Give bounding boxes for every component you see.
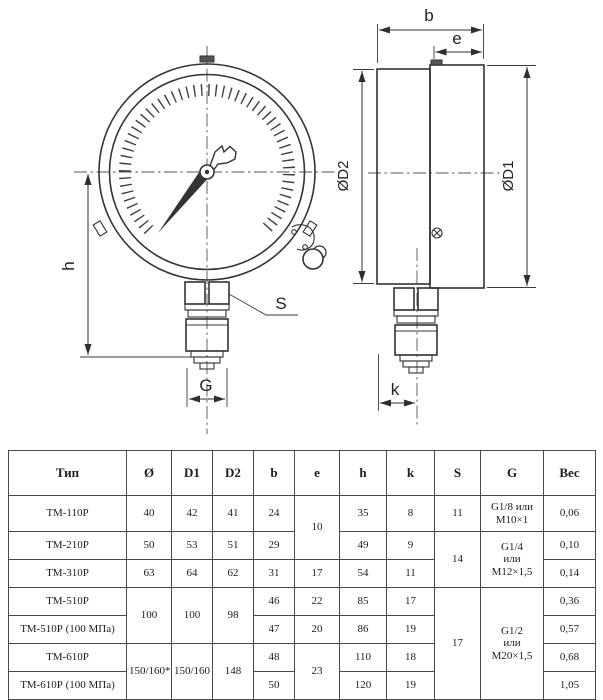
table-cell: 49: [340, 532, 387, 560]
table-cell: 0,14: [544, 560, 596, 588]
table-cell: [481, 588, 544, 700]
table-cell: 150/160*: [127, 644, 172, 700]
table-cell: 19: [387, 616, 435, 644]
lower-band: [400, 355, 432, 361]
table-cell: ТМ-310Р: [9, 560, 127, 588]
table-cell: 17: [387, 588, 435, 616]
s-label: S: [275, 294, 287, 313]
col-header-diameter: Ø: [127, 451, 172, 496]
table-cell: 100: [127, 588, 172, 644]
col-header-d2: D2: [213, 451, 254, 496]
table-cell: 9: [387, 532, 435, 560]
table-row: [9, 588, 596, 616]
case-screw: [432, 228, 442, 238]
table-cell: 46: [254, 588, 295, 616]
side-stem: [394, 288, 438, 373]
thread-spec-line: М10×1: [495, 513, 529, 526]
spec-table: [8, 450, 596, 700]
table-cell: 150/160: [172, 644, 213, 700]
valve-screw-2: [303, 245, 308, 250]
col-header-e: e: [295, 451, 340, 496]
table-cell: ТМ-210Р: [9, 532, 127, 560]
bezel-body: [430, 65, 484, 288]
stem-tip: [409, 367, 423, 373]
table-cell: 63: [127, 560, 172, 588]
table-cell: 47: [254, 616, 295, 644]
table-cell: 100: [172, 588, 213, 644]
table-cell: 11: [435, 496, 481, 532]
top-tab: [200, 56, 214, 62]
table-cell: 85: [340, 588, 387, 616]
table-cell: 20: [295, 616, 340, 644]
hex-facet-right: [209, 282, 229, 304]
dimension-h: [59, 174, 192, 357]
table-cell: 0,68: [544, 644, 596, 672]
table-cell: ТМ-610Р: [9, 644, 127, 672]
table-cell: 29: [254, 532, 295, 560]
table-cell: [481, 532, 544, 588]
d2-label: ØD2: [335, 160, 352, 192]
table-cell: 11: [387, 560, 435, 588]
dimension-d2: [335, 70, 374, 284]
valve-screw-1: [292, 230, 297, 235]
thread-spec-line: G1/2: [501, 624, 523, 637]
table-cell: 19: [387, 672, 435, 700]
washer-band: [397, 316, 435, 323]
table-cell: 0,10: [544, 532, 596, 560]
table-cell: 120: [340, 672, 387, 700]
table-cell: ТМ-110Р: [9, 496, 127, 532]
b-label: b: [424, 6, 434, 25]
thread-block: [395, 325, 437, 355]
table-cell: 1,05: [544, 672, 596, 700]
table-cell: 50: [254, 672, 295, 700]
table-cell: 110: [340, 644, 387, 672]
table-cell: 41: [213, 496, 254, 532]
table-cell: ТМ-510Р (100 МПа): [9, 616, 127, 644]
col-header-s: S: [435, 451, 481, 496]
col-header-k: k: [387, 451, 435, 496]
table-cell: 42: [172, 496, 213, 532]
case-body: [377, 69, 430, 284]
table-cell: 35: [340, 496, 387, 532]
table-cell: 24: [254, 496, 295, 532]
thread-spec-line: G1/8 или: [490, 500, 533, 513]
gauge-side-view: [335, 6, 536, 426]
lower-band: [403, 361, 429, 367]
col-header-b: b: [254, 451, 295, 496]
needle-counterweight: [210, 146, 236, 171]
table-header-row: [9, 451, 596, 496]
side-top-tab: [431, 60, 442, 65]
d1-label: ØD1: [500, 160, 517, 192]
washer-band: [394, 310, 438, 316]
table-cell: 51: [213, 532, 254, 560]
table-cell: 18: [387, 644, 435, 672]
g-label: G: [199, 376, 213, 395]
thread-spec-line: или: [503, 553, 521, 566]
k-label: k: [390, 380, 400, 399]
hex-facet-right: [418, 288, 438, 310]
table-cell: 148: [213, 644, 254, 700]
table-cell: 64: [172, 560, 213, 588]
table-cell: [481, 496, 544, 532]
needle-hub-dot: [205, 170, 209, 174]
table-cell: 0,06: [544, 496, 596, 532]
table-cell: 54: [340, 560, 387, 588]
h-label: h: [59, 261, 78, 271]
table-cell: 0,57: [544, 616, 596, 644]
hex-facet-left: [185, 282, 205, 304]
table-cell: 0,36: [544, 588, 596, 616]
table-cell: 31: [254, 560, 295, 588]
table-cell: 98: [213, 588, 254, 644]
table-row: [9, 496, 596, 532]
col-header-type: Тип: [9, 451, 127, 496]
table-cell: 86: [340, 616, 387, 644]
table-cell: 14: [435, 532, 481, 588]
table-cell: 8: [387, 496, 435, 532]
e-label: e: [452, 29, 462, 48]
callout-s: [229, 294, 298, 315]
dimension-k: [379, 354, 416, 411]
table-cell: 17: [295, 560, 340, 588]
dimension-d1: [487, 66, 536, 288]
dimension-b: [378, 6, 484, 63]
thread-spec-line: G1/4: [501, 540, 523, 553]
hex-facet-left: [394, 288, 414, 310]
col-header-d1: D1: [172, 451, 213, 496]
dimension-e: [434, 29, 482, 59]
s-leader-line: [229, 294, 298, 315]
left-tab: [93, 221, 107, 236]
thread-spec-line: М20×1,5: [491, 649, 533, 662]
table-cell: 17: [435, 588, 481, 700]
table-cell: ТМ-510Р: [9, 588, 127, 616]
col-header-g: G: [481, 451, 544, 496]
table-cell: 40: [127, 496, 172, 532]
table-cell: 50: [127, 532, 172, 560]
col-header-weight: Вес: [544, 451, 596, 496]
valve-cap: [303, 249, 323, 269]
table-cell: 10: [295, 496, 340, 560]
gauge-front-view: [59, 46, 340, 434]
table-cell: 62: [213, 560, 254, 588]
table-cell: 22: [295, 588, 340, 616]
table-cell: 23: [295, 644, 340, 700]
table-cell: 53: [172, 532, 213, 560]
thread-spec-line: М12×1,5: [491, 565, 533, 578]
thread-spec-line: или: [503, 637, 521, 650]
table-cell: ТМ-610Р (100 МПа): [9, 672, 127, 700]
col-header-h: h: [340, 451, 387, 496]
table-cell: 48: [254, 644, 295, 672]
